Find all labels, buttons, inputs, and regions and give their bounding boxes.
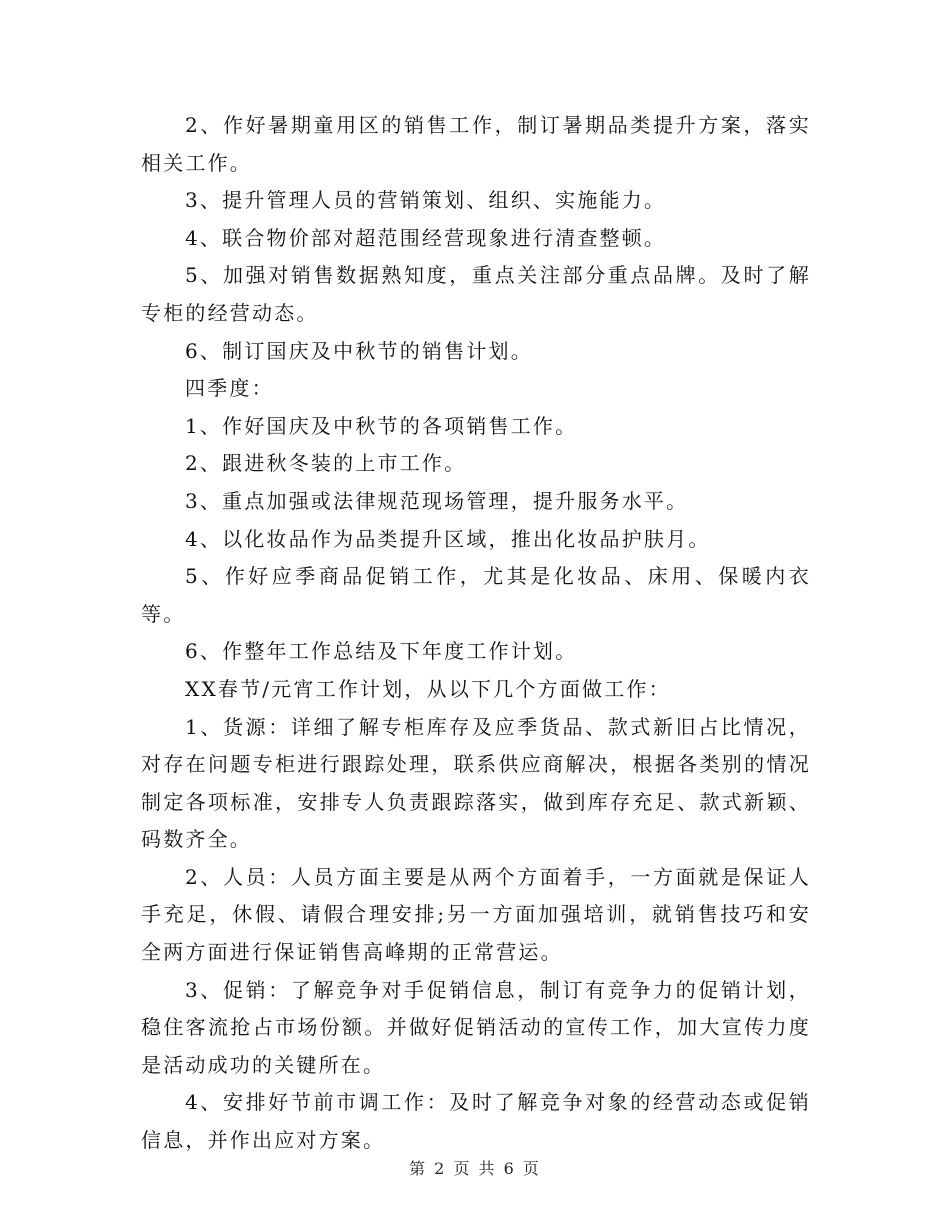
paragraph: 5、作好应季商品促销工作，尤其是化妆品、床用、保暖内衣等。 [141,564,811,626]
paragraph: 2、作好暑期童用区的销售工作，制订暑期品类提升方案，落实相关工作。 [141,113,811,175]
paragraph: 6、作整年工作总结及下年度工作计划。 [185,639,578,664]
paragraph: 4、安排好节前市调工作：及时了解竞争对象的经营动态或促销信息，并作出应对方案。 [141,1090,811,1153]
paragraph: 2、人员：人员方面主要是从两个方面着手，一方面就是保证人手充足，休假、请假合理安排;另一方面加强培训，就销售技巧和安全两方面进行保证销售高峰期的正常营运。 [141,864,811,965]
paragraph: 1、作好国庆及中秋节的各项销售工作。 [185,413,578,438]
section-heading: XX春节/元宵工作计划，从以下几个方面做工作： [185,676,671,701]
paragraph: 2、跟进秋冬装的上市工作。 [185,451,467,476]
page-number-footer [0,1156,950,1179]
paragraph: 1、货源：详细了解专柜库存及应季货品、款式新旧占比情况，对存在问题专柜进行跟踪处理，联系供应商解决，根据各类别的情况制定各项标准，安排专人负责跟踪落实，做到库存充足、款式新颖、码数齐全。 [141,714,811,852]
paragraph: 3、促销：了解竞争对手促销信息，制订有竞争力的促销计划，稳住客流抢占市场份额。并做好促销活动的宣传工作，加大宣传力度是活动成功的关键所在。 [141,977,811,1077]
paragraph: 3、重点加强或法律规范现场管理，提升服务水平。 [185,488,689,513]
paragraph: 6、制订国庆及中秋节的销售计划。 [185,338,533,363]
document-body [141,107,811,1160]
page-number-label: 第 2 页 共 6 页 [409,1159,541,1178]
paragraph: 3、提升管理人员的营销策划、组织、实施能力。 [185,188,667,213]
section-heading: 四季度： [185,376,274,401]
paragraph: 4、联合物价部对超范围经营现象进行清查整顿。 [185,225,667,250]
paragraph: 4、以化妆品作为品类提升区域，推出化妆品护肤月。 [185,526,711,551]
paragraph: 5、加强对销售数据熟知度，重点关注部分重点品牌。及时了解专柜的经营动态。 [141,263,811,325]
